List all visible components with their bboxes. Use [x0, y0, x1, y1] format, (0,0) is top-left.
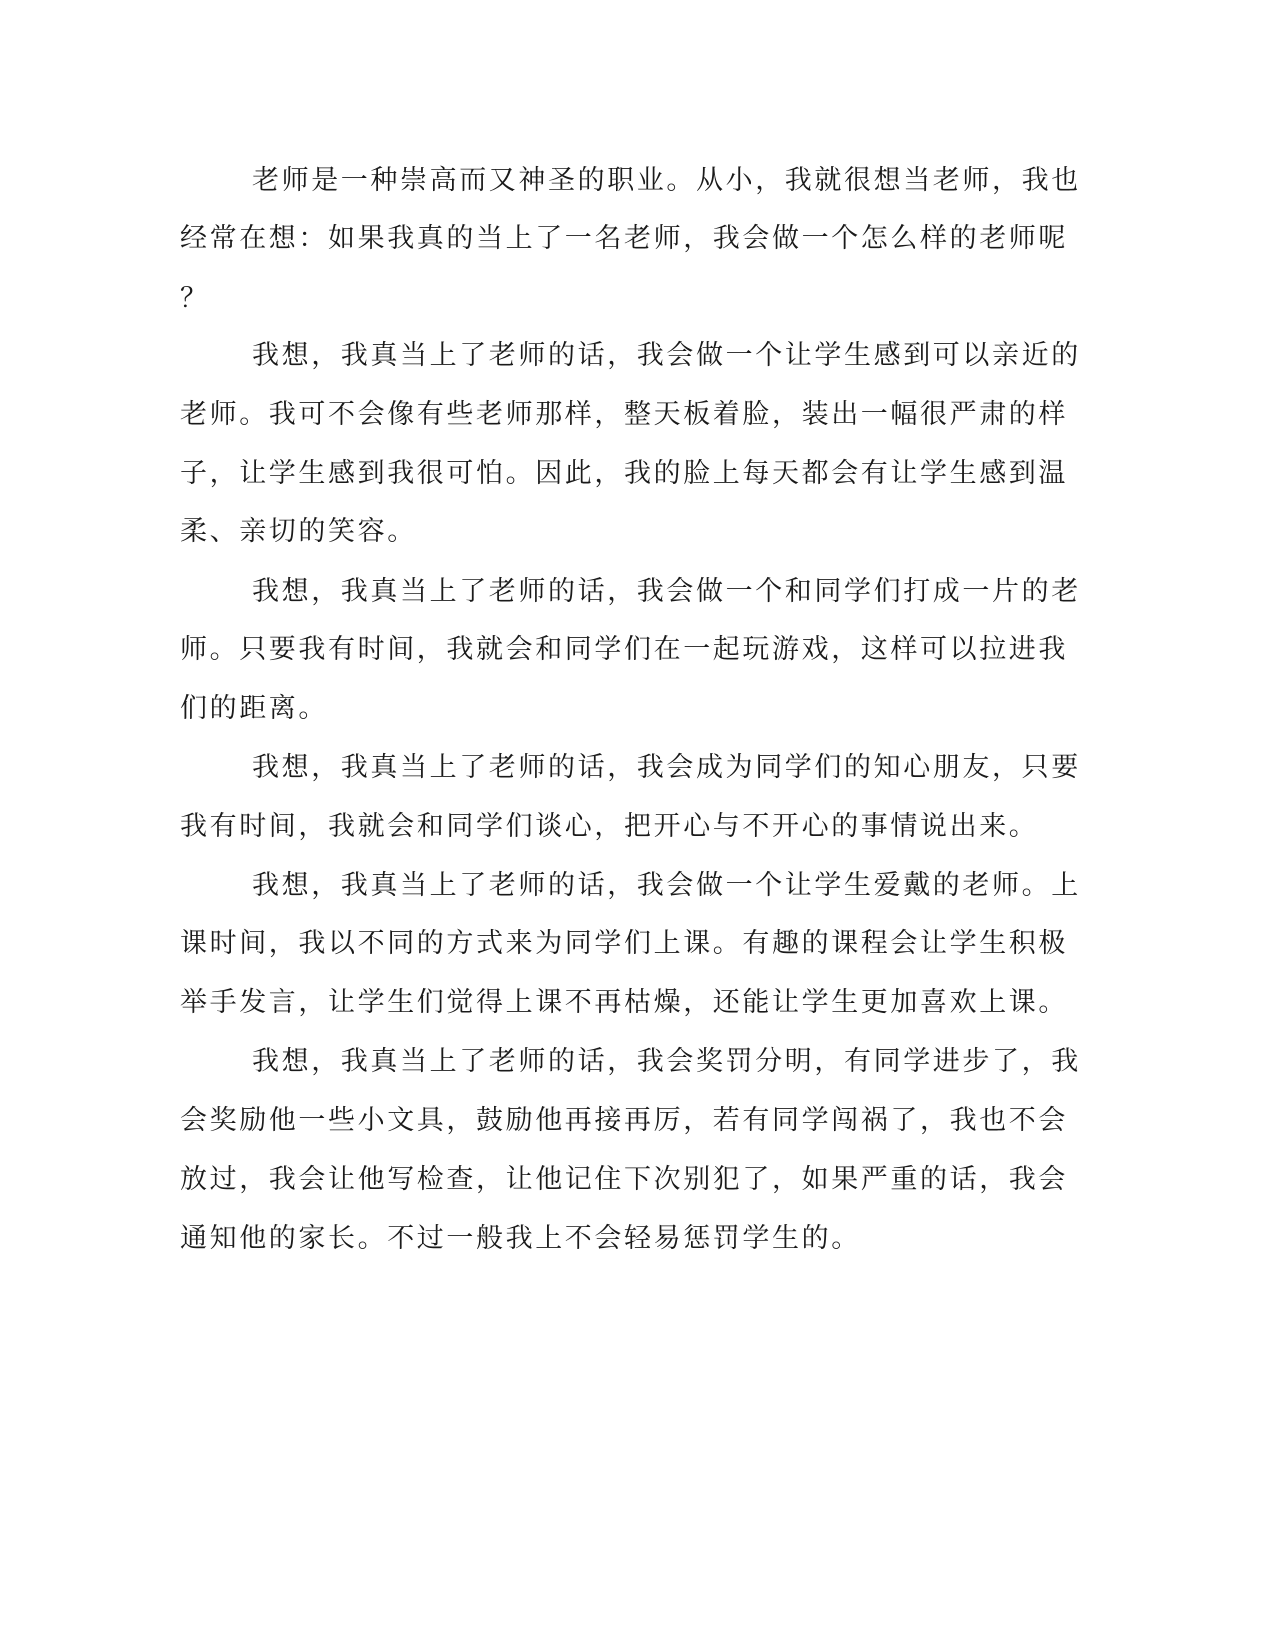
text-line: 们的距离。: [180, 693, 328, 724]
text-line: 我想，我真当上了老师的话，我会做一个让学生感到可以亲近的: [252, 340, 1081, 371]
text-line: 柔、亲切的笑容。: [180, 516, 417, 547]
text-line: 师。只要我有时间，我就会和同学们在一起玩游戏，这样可以拉进我: [180, 634, 1068, 665]
text-line: 课时间，我以不同的方式来为同学们上课。有趣的课程会让学生积极: [180, 928, 1068, 959]
text-line: 会奖励他一些小文具，鼓励他再接再厉，若有同学闯祸了，我也不会: [180, 1105, 1068, 1136]
text-line: 老师是一种崇高而又神圣的职业。从小，我就很想当老师，我也: [252, 165, 1081, 196]
text-line: 我想，我真当上了老师的话，我会做一个和同学们打成一片的老: [252, 576, 1081, 607]
text-line: 我想，我真当上了老师的话，我会成为同学们的知心朋友，只要: [252, 752, 1081, 783]
text-line: 老师。我可不会像有些老师那样，整天板着脸，装出一幅很严肃的样: [180, 399, 1068, 430]
text-line: 举手发言，让学生们觉得上课不再枯燥，还能让学生更加喜欢上课。: [180, 987, 1068, 1018]
text-line: 放过，我会让他写检查，让他记住下次别犯了，如果严重的话，我会: [180, 1164, 1068, 1195]
text-line: 我有时间，我就会和同学们谈心，把开心与不开心的事情说出来。: [180, 811, 1039, 842]
text-line: 我想，我真当上了老师的话，我会做一个让学生爱戴的老师。上: [252, 870, 1081, 901]
text-line: 子，让学生感到我很可怕。因此，我的脸上每天都会有让学生感到温: [180, 458, 1068, 489]
text-line: 我想，我真当上了老师的话，我会奖罚分明，有同学进步了，我: [252, 1046, 1081, 1077]
text-line: ？: [180, 283, 210, 314]
text-line: 通知他的家长。不过一般我上不会轻易惩罚学生的。: [180, 1223, 861, 1254]
text-line: 经常在想：如果我真的当上了一名老师，我会做一个怎么样的老师呢: [180, 223, 1068, 254]
